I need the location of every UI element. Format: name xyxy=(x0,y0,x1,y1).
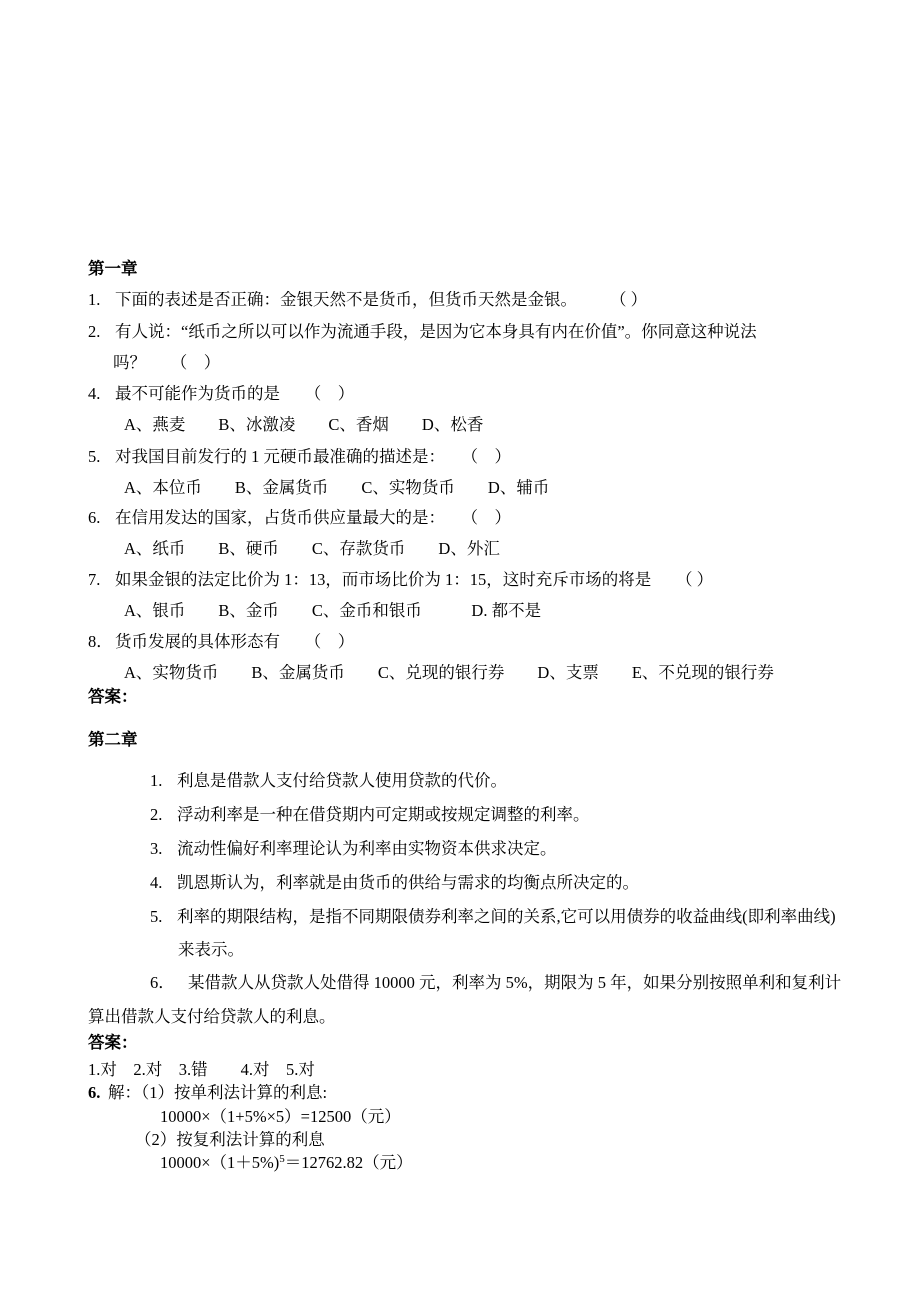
chapter1-question-8-options: A、实物货币 B、金属货币 C、兑现的银行券 D、支票 E、不兑现的银行券 xyxy=(124,663,774,682)
item-text: 利息是借款人支付给贷款人使用贷款的代价。 xyxy=(177,771,507,790)
chapter1-question-6 xyxy=(88,507,511,528)
compound-interest-formula xyxy=(160,1152,413,1173)
question-text: 下面的表述是否正确：金银天然不是货币，但货币天然是金银。 （ ） xyxy=(115,290,648,309)
chapter2-item-4 xyxy=(150,872,639,893)
item-text: 某借款人从贷款人处借得 10000 元，利率为 5%，期限为 5 年，如果分别按照单利和复利计 xyxy=(188,973,842,992)
solution-number: 6. xyxy=(88,1083,101,1102)
question-number: 2. xyxy=(88,322,101,341)
chapter2-heading: 第二章 xyxy=(88,730,138,749)
chapter2-item-3 xyxy=(150,838,557,859)
question-number: 1. xyxy=(88,290,101,309)
solution-text: 解：（1）按单利法计算的利息: xyxy=(108,1083,328,1102)
question-number: 5. xyxy=(88,447,101,466)
chapter1-question-5 xyxy=(88,446,511,467)
chapter1-question-1 xyxy=(88,289,647,310)
chapter2-item-2 xyxy=(150,804,590,825)
chapter1-question-7 xyxy=(88,569,713,590)
question-number: 6. xyxy=(88,508,101,527)
item-number: 2. xyxy=(150,805,163,824)
chapter2-true-false-answers: 1.对 2.对 3.错 4.对 5.对 xyxy=(88,1060,315,1079)
item-number: 3. xyxy=(150,839,163,858)
question-text: 最不可能作为货币的是 （ ） xyxy=(115,384,355,403)
question-text: 如果金银的法定比价为 1：13，而市场比价为 1：15，这时充斥市场的将是 （ ） xyxy=(115,570,714,589)
item-text: 浮动利率是一种在借贷期内可定期或按规定调整的利率。 xyxy=(177,805,590,824)
chapter1-question-7-options: A、银币 B、金币 C、金币和银币 D. 都不是 xyxy=(124,601,542,620)
chapter2-item-6 xyxy=(150,972,841,993)
chapter1-heading: 第一章 xyxy=(88,259,138,278)
item-number: 4. xyxy=(150,873,163,892)
chapter1-question-4-options: A、燕麦 B、冰激凌 C、香烟 D、松香 xyxy=(124,415,484,434)
item-text: 流动性偏好利率理论认为利率由实物资本供求决定。 xyxy=(177,839,557,858)
chapter2-item-5-continuation: 来表示。 xyxy=(178,940,244,959)
chapter2-solution-line xyxy=(88,1082,327,1103)
chapter1-question-8 xyxy=(88,631,354,652)
formula-exponent: 5 xyxy=(279,1153,285,1165)
question-text: 在信用发达的国家，占货币供应量最大的是： （ ） xyxy=(115,508,511,527)
question-number: 8． xyxy=(88,632,113,651)
item-number: 1. xyxy=(150,771,163,790)
chapter1-question-2-continuation: 吗？ （ ） xyxy=(113,353,221,372)
chapter1-question-6-options: A、纸币 B、硬币 C、存款货币 D、外汇 xyxy=(124,539,500,558)
item-text: 利率的期限结构，是指不同期限债券利率之间的关系,它可以用债券的收益曲线(即利率曲线) xyxy=(177,907,836,926)
item-number: 5. xyxy=(150,907,163,926)
item-number: 6． xyxy=(150,973,175,992)
formula-pre: 10000×（1＋5%) xyxy=(160,1153,280,1172)
question-text: 货币发展的具体形态有 （ ） xyxy=(115,632,355,651)
chapter1-question-4 xyxy=(88,383,354,404)
chapter1-question-2 xyxy=(88,321,757,342)
simple-interest-formula: 10000×（1+5%×5）=12500（元） xyxy=(160,1107,401,1126)
formula-post: ＝12762.82（元） xyxy=(284,1153,413,1172)
question-number: 4. xyxy=(88,384,101,403)
chapter2-item-6-continuation: 算出借款人支付给贷款人的利息。 xyxy=(88,1007,336,1026)
chapter2-answer-label: 答案： xyxy=(88,1033,138,1052)
compound-interest-step-label: （2）按复利法计算的利息 xyxy=(135,1130,325,1149)
question-text: 有人说：“纸币之所以可以作为流通手段，是因为它本身具有内在价值”。你同意这种说法 xyxy=(115,322,757,341)
chapter1-answer-label: 答案： xyxy=(88,687,138,706)
question-number: 7. xyxy=(88,570,101,589)
item-text: 凯恩斯认为，利率就是由货币的供给与需求的均衡点所决定的。 xyxy=(177,873,639,892)
chapter1-question-5-options: A、本位币 B、金属货币 C、实物货币 D、辅币 xyxy=(124,478,550,497)
chapter2-item-5 xyxy=(150,906,836,927)
question-text: 对我国目前发行的 1 元硬币最准确的描述是： （ ） xyxy=(115,447,511,466)
chapter2-item-1 xyxy=(150,770,507,791)
